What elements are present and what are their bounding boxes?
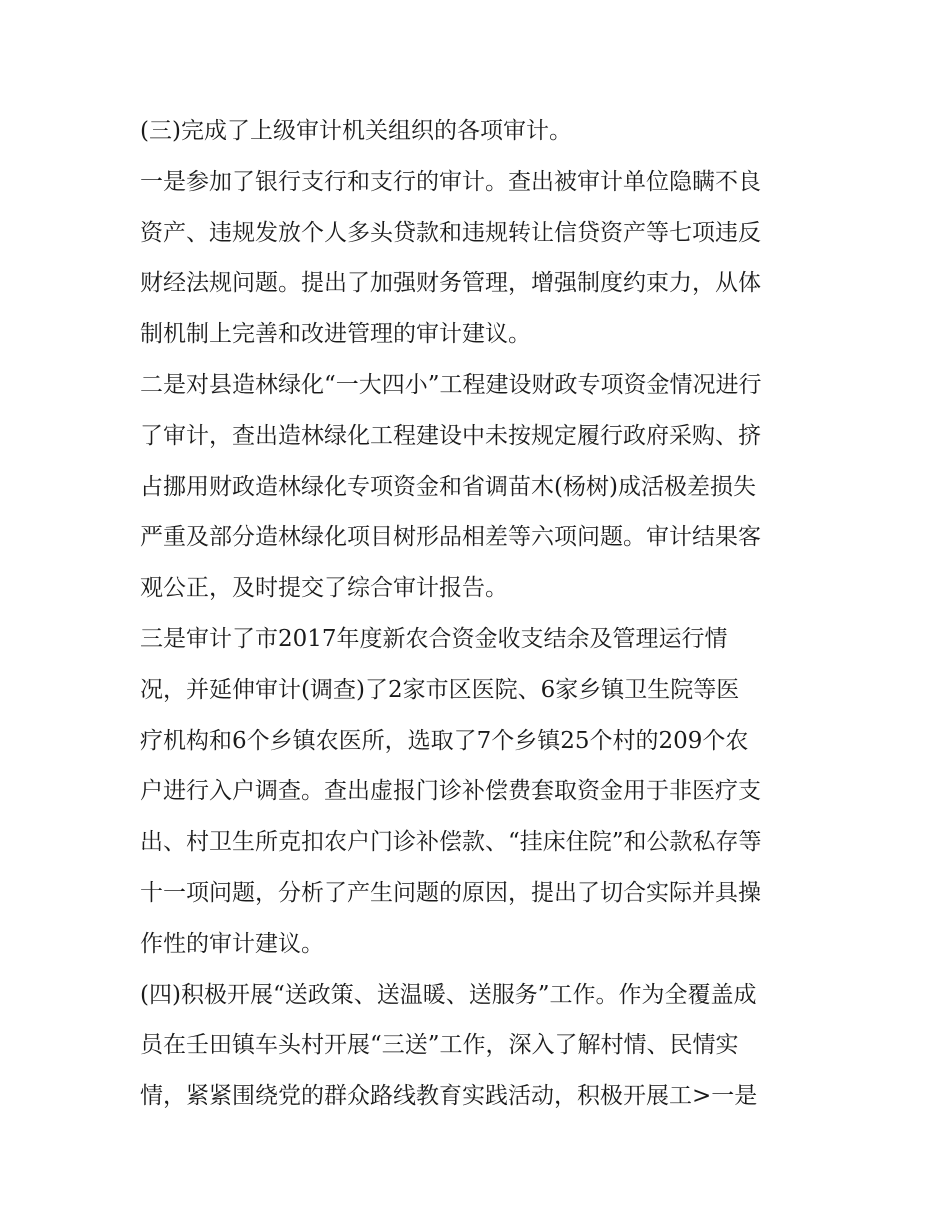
text-line: 了审计，查出造林绿化工程建设中未按规定履行政府采购、挤	[140, 422, 761, 449]
text-line: 十一项问题，分析了产生问题的原因，提出了切合实际并具操	[140, 879, 761, 906]
text-line: (三)完成了上级审计机关组织的各项审计。	[140, 118, 572, 144]
document-body	[140, 106, 820, 1122]
text-line: 户进行入户调查。查出虚报门诊补偿费套取资金用于非医疗支	[140, 778, 761, 805]
text-line: 财经法规问题。提出了加强财务管理，增强制度约束力，从体	[140, 270, 761, 297]
text-line: 出、村卫生所克扣农户门诊补偿款、“挂床住院”和公款私存等	[140, 829, 762, 856]
text-line: 作性的审计建议。	[140, 930, 324, 957]
text-line: 情，紧紧围绕党的群众路线教育实践活动，积极开展工>一是	[140, 1083, 758, 1110]
text-line: 疗机构和6个乡镇农医所，选取了7个乡镇25个村的209个农	[140, 727, 749, 754]
text-line: 三是审计了市2017年度新农合资金收支结余及管理运行情	[140, 625, 728, 652]
text-line: 观公正，及时提交了综合审计报告。	[140, 575, 508, 602]
text-line: 二是对县造林绿化“一大四小”工程建设财政专项资金情况进行	[140, 371, 762, 398]
text-line: 严重及部分造林绿化项目树形品相差等六项问题。审计结果客	[140, 524, 761, 551]
text-line: 员在壬田镇车头村开展“三送”工作，深入了解村情、民情实	[140, 1032, 739, 1059]
text-line: 一是参加了银行支行和支行的审计。查出被审计单位隐瞒不良	[140, 168, 761, 195]
text-line: 资产、违规发放个人多头贷款和违规转让信贷资产等七项违反	[140, 219, 761, 246]
text-line: 制机制上完善和改进管理的审计建议。	[140, 321, 531, 348]
text-line: 况，并延伸审计(调查)了2家市区医院、6家乡镇卫生院等医	[140, 676, 740, 703]
text-line: 占挪用财政造林绿化专项资金和省调苗木(杨树)成活极差损失	[140, 473, 756, 500]
text-line: (四)积极开展“送政策、送温暖、送服务”工作。作为全覆盖成	[140, 981, 757, 1008]
